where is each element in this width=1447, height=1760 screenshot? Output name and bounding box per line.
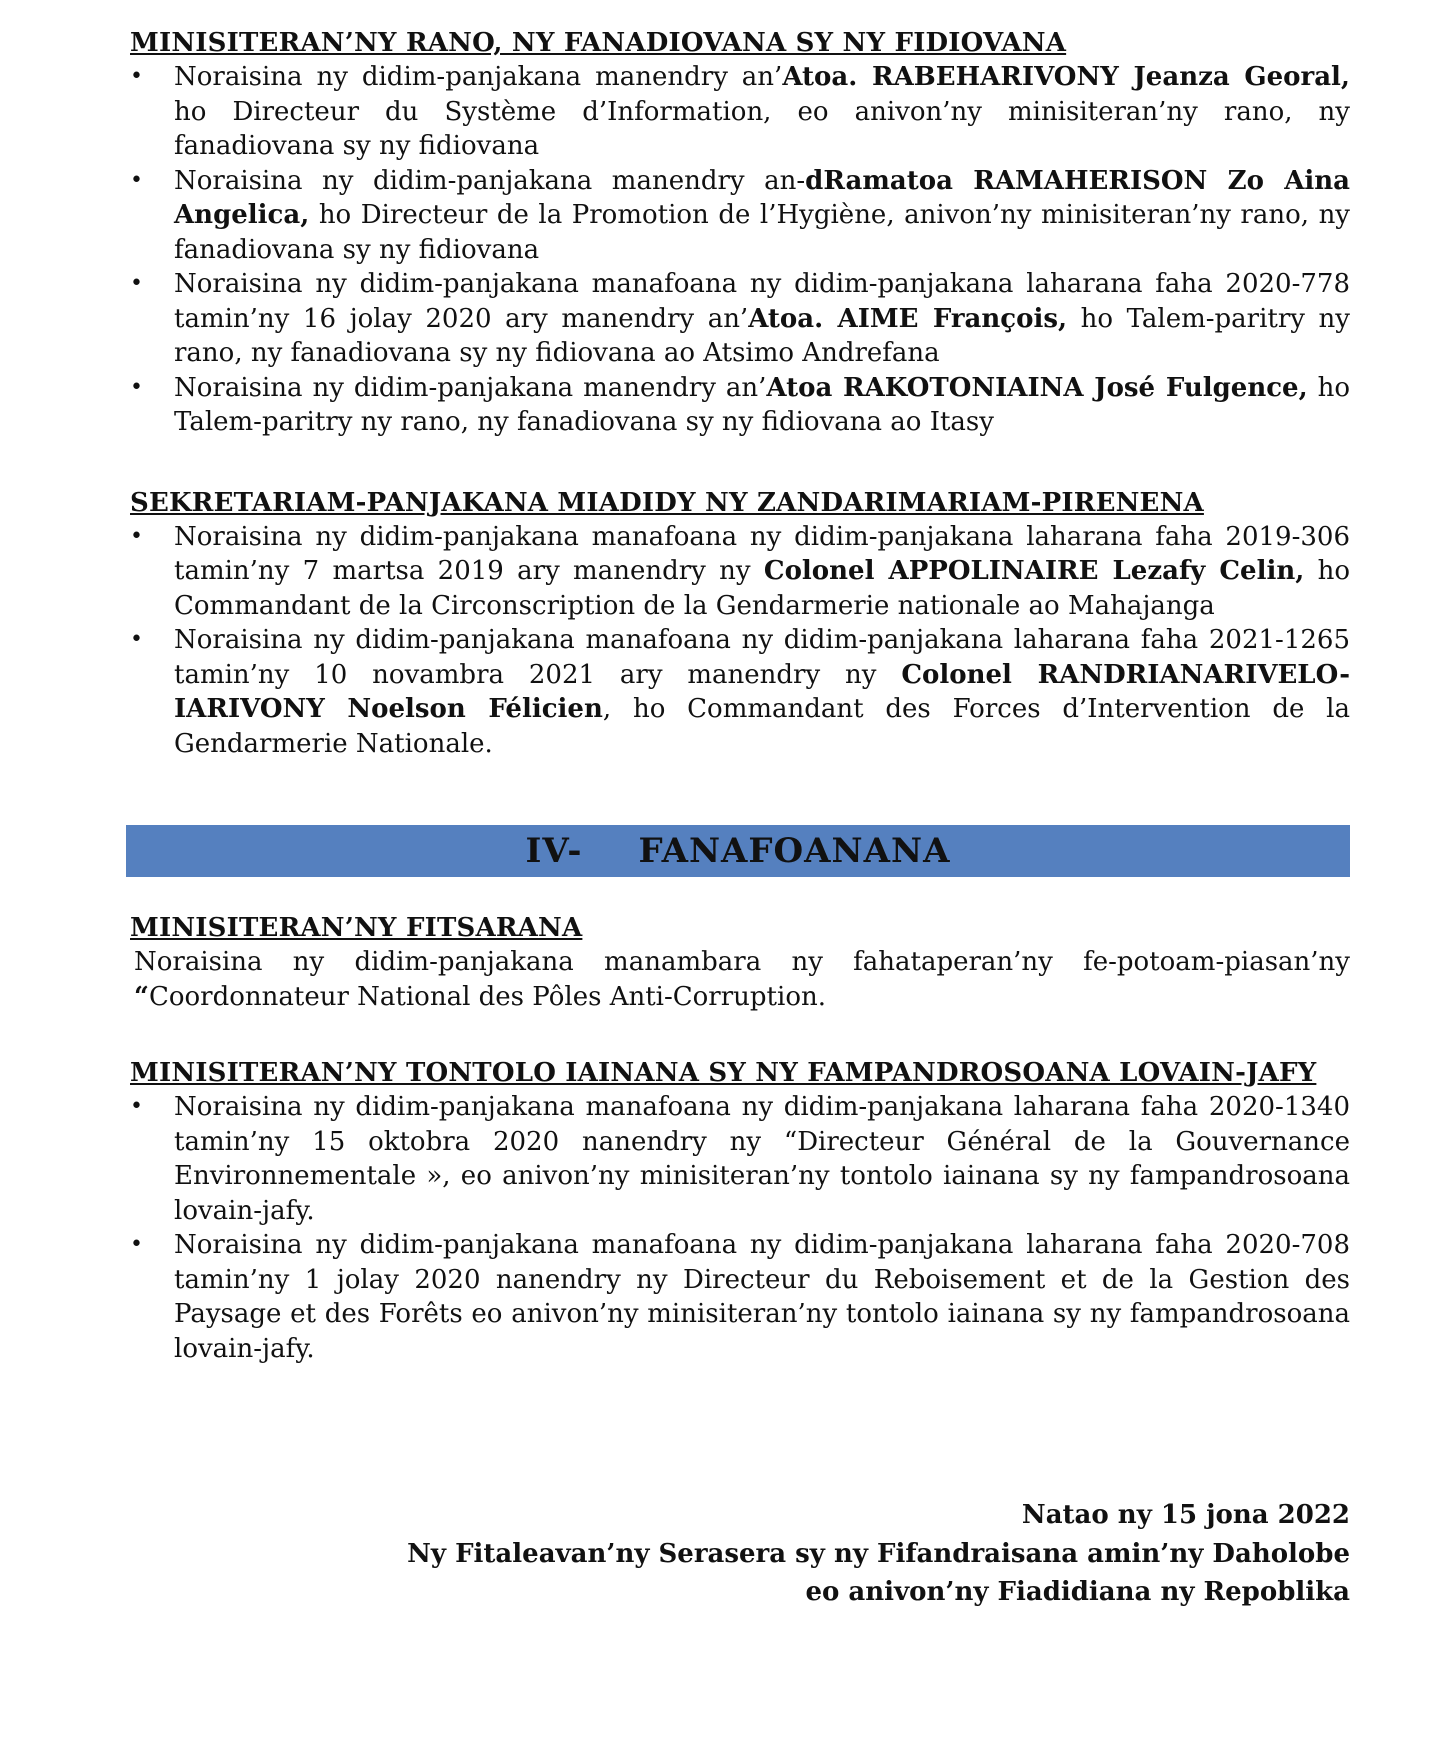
banner-number: IV-	[525, 831, 583, 871]
list-item: • Noraisina ny didim-panjakana manendry an-dRamatoa RAMAHERISON Zo Aina Angelica, ho Directeur de la Promotion de l’Hygiène, anivon’ny minisiteran’ny rano, ny fanadiovana sy ny fidiovana	[130, 165, 1350, 265]
signature-block	[407, 1496, 1350, 1612]
list-item: • Noraisina ny didim-panjakana manendry an’Atoa. RABEHARIVONY Jeanza Georal, ho Directeur du Système d’Information, eo anivon’ny minisiteran’ny rano, ny fanadiovana sy ny fidiovana	[130, 62, 1350, 161]
list-zandarimariam	[130, 520, 1350, 762]
bullet-icon: •	[130, 64, 143, 89]
list-item: • Noraisina ny didim-panjakana manafoana ny didim-panjakana laharana faha 2019-306 tamin’ny 7 martsa 2019 ary manendry ny Colonel APPOLINAIRE Lezafy Celin, ho Commandant de la Circonscription de la Gendarmerie nationale ao Mahajanga	[130, 521, 1350, 621]
spacer	[130, 1014, 1350, 1056]
bullet-icon: •	[130, 271, 143, 296]
section-heading-tontolo-iainana: MINISITERAN’NY TONTOLO IAINANA SY NY FAMPANDROSOANA LOVAIN-JAFY	[130, 1058, 1317, 1088]
document-content	[130, 26, 1350, 1366]
list-item: • Noraisina ny didim-panjakana manafoana ny didim-panjakana laharana faha 2020-778 tamin’ny 16 jolay 2020 ary manendry an’Atoa. AIME François, ho Talem-paritry ny rano, ny fanadiovana sy ny fidiovana ao Atsimo Andrefana	[130, 269, 1350, 368]
list-item: • Noraisina ny didim-panjakana manendry an’Atoa RAKOTONIAINA José Fulgence, ho Talem-paritry ny rano, ny fanadiovana sy ny fidiovana ao Itasy	[130, 372, 1350, 437]
paragraph-fitsarana: Noraisina ny didim-panjakana manambara ny fahataperan’ny fe-potoam-piasan’ny “Coordonnateur National des Pôles Anti-Corruption.	[134, 947, 1350, 1012]
list-item: • Noraisina ny didim-panjakana manafoana ny didim-panjakana laharana faha 2020-1340 tamin’ny 15 oktobra 2020 nanendry ny “Directeur Général de la Gouvernance Environnementale », eo anivon’ny minisiteran’ny tontolo iainana sy ny fampandrosoana lovain-jafy.	[130, 1092, 1350, 1226]
bullet-icon: •	[130, 1094, 143, 1119]
list-item: • Noraisina ny didim-panjakana manafoana ny didim-panjakana laharana faha 2020-708 tamin’ny 1 jolay 2020 nanendry ny Directeur du Reboisement et de la Gestion des Paysage et des Forêts eo anivon’ny minisiteran’ny tontolo iainana sy ny fampandrosoana lovain-jafy.	[130, 1230, 1350, 1364]
section-banner	[126, 825, 1350, 877]
bullet-icon: •	[130, 627, 143, 652]
list-rano	[130, 60, 1350, 440]
list-item: • Noraisina ny didim-panjakana manafoana ny didim-panjakana laharana faha 2021-1265 tamin’ny 10 novambra 2021 ary manendry ny Colonel RANDRIANARIVELO-IARIVONY Noelson Félicien, ho Commandant des Forces d’Intervention de la Gendarmerie Nationale.	[130, 625, 1350, 759]
banner-title: FANAFOANANA	[638, 831, 951, 871]
signature-office: Ny Fitaleavan’ny Serasera sy ny Fifandraisana amin’ny Daholobe	[407, 1538, 1350, 1569]
signature-presidency: eo anivon’ny Fiadidiana ny Repoblika	[805, 1577, 1350, 1607]
spacer	[130, 761, 1350, 825]
list-tontolo-iainana	[130, 1090, 1350, 1366]
spacer	[130, 877, 1350, 911]
bullet-icon: •	[130, 167, 143, 193]
spacer	[130, 440, 1350, 486]
bullet-icon: •	[130, 374, 143, 400]
section-heading-zandarimariam: SEKRETARIAM-PANJAKANA MIADIDY NY ZANDARIMARIAM-PIRENENA	[130, 487, 1204, 518]
section-heading-fitsarana: MINISITERAN’NY FITSARANA	[130, 913, 583, 943]
bullet-icon: •	[130, 523, 143, 549]
bullet-icon: •	[130, 1232, 143, 1257]
section-heading-rano: MINISITERAN’NY RANO, NY FANADIOVANA SY NY FIDIOVANA	[130, 28, 1067, 58]
signature-date: Natao ny 15 jona 2022	[1021, 1500, 1350, 1530]
